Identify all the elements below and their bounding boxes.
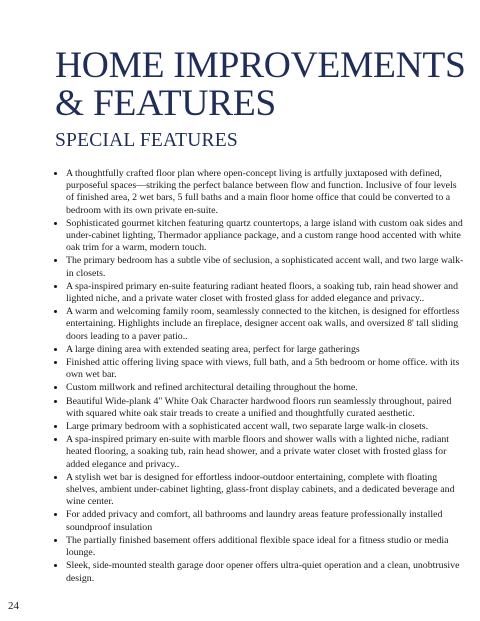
features-list (55, 167, 466, 585)
list-item: • A spa-inspired primary en-suite featuring radiant heated floors, a soaking tub, rain head shower and lighted niche, and a private water closet with frosted glass for added elegance and privacy.. (66, 280, 466, 305)
list-item: • Custom millwork and refined architectural detailing throughout the home. (66, 381, 466, 394)
list-item: • For added privacy and comfort, all bathrooms and laundry areas feature professionally installed soundproof insulation (66, 508, 466, 533)
list-item: • A spa-inspired primary en-suite with marble floors and shower walls with a lighted niche, radiant heated flooring, a soaking tub, rain head shower, and a private water closet with frosted glass for added elegance and privacy.. (66, 433, 466, 471)
page-title-line-1: HOME IMPROVEMENTS (55, 45, 466, 86)
list-item: • Beautiful Wide-plank 4" White Oak Character hardwood floors run seamlessly throughout, paired with squared white oak stair treads to create a unified and thoughtfully curated aesthetic. (66, 395, 466, 420)
list-item: • A thoughtfully crafted floor plan where open-concept living is artfully juxtaposed with defined, purposeful spaces—striking the perfect balance between flow and function. Inclusive of four levels of finished area, 2 wet bars, 5 full baths and a main floor home office that could be converted to a bedroom with its own private en-suite. (66, 167, 466, 217)
list-item: • The partially finished basement offers additional flexible space ideal for a fitness studio or media lounge. (66, 534, 466, 559)
section-heading: SPECIAL FEATURES (55, 130, 238, 151)
list-item: • Sleek, side-mounted stealth garage door opener offers ultra-quiet operation and a clean, unobtrusive design. (66, 559, 466, 584)
list-item: • Sophisticated gourmet kitchen featuring quartz countertops, a large island with custom oak sides and under-cabinet lighting, Thermador appliance package, and a custom range hood accented with white oak trim for a warm, modern touch. (66, 217, 466, 255)
list-item: • Finished attic offering living space with views, full bath, and a 5th bedroom or home office. with its own wet bar. (66, 356, 466, 381)
list-item: • A large dining area with extended seating area, perfect for large gatherings (66, 343, 466, 356)
list-item: • The primary bedroom has a subtle vibe of seclusion, a sophisticated accent wall, and two large walk-in closets. (66, 254, 466, 279)
list-item: • Large primary bedroom with a sophisticated accent wall, two separate large walk-in closets. (66, 420, 466, 433)
list-item: • A stylish wet bar is designed for effortless indoor-outdoor entertaining, complete with floating shelves, ambient under-cabinet lighting, glass-front display cabinets, and a dedicated beverage and wine center. (66, 471, 466, 509)
page-title-line-2: & FEATURES (55, 83, 276, 124)
page-title (55, 47, 475, 123)
page-number: 24 (8, 600, 19, 612)
list-item: • A warm and welcoming family room, seamlessly connected to the kitchen, is designed for effortless entertaining. Highlights include an fireplace, designer accent oak walls, and oversized 8' tall sliding doors leading to a paver patio.. (66, 305, 466, 343)
